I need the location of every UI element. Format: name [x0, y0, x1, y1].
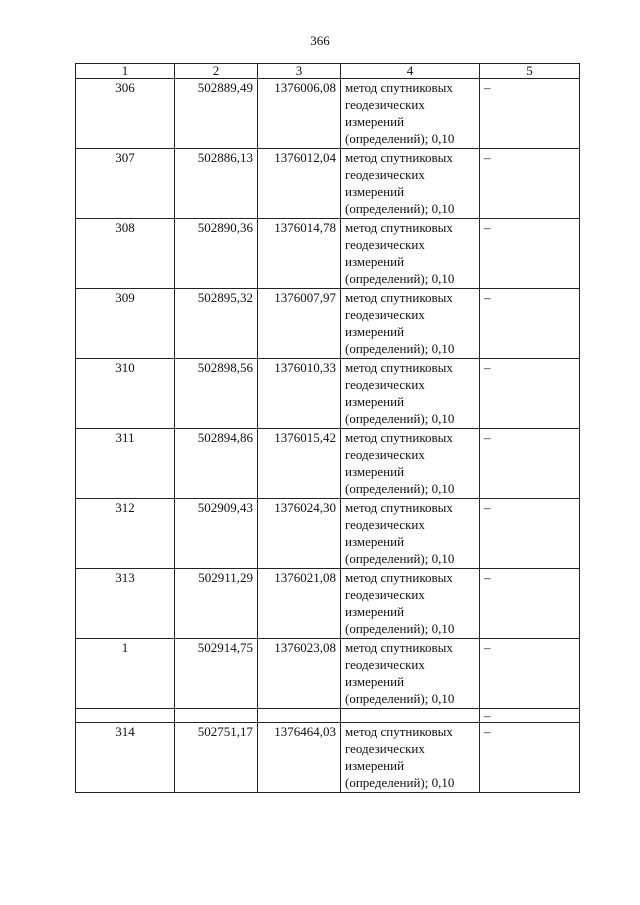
y-coordinate-cell: 1376014,78 — [258, 219, 341, 289]
point-number-cell: 314 — [76, 723, 175, 793]
method-line: геодезических — [345, 447, 425, 462]
y-coordinate-cell — [258, 709, 341, 723]
method-cell — [341, 289, 480, 359]
point-number-cell: 311 — [76, 429, 175, 499]
method-line: метод спутниковых — [345, 500, 453, 515]
point-number-cell — [76, 709, 175, 723]
method-line: геодезических — [345, 657, 425, 672]
method-line: (определений); 0,10 — [345, 481, 455, 496]
point-number-cell: 307 — [76, 149, 175, 219]
method-cell — [341, 359, 480, 429]
point-number-cell: 308 — [76, 219, 175, 289]
table-row — [76, 149, 580, 219]
method-line: метод спутниковых — [345, 570, 453, 585]
y-coordinate-cell: 1376015,42 — [258, 429, 341, 499]
method-line: измерений — [345, 324, 405, 339]
method-cell — [341, 569, 480, 639]
method-cell — [341, 639, 480, 709]
x-coordinate-cell: 502889,49 — [175, 79, 258, 149]
method-line: метод спутниковых — [345, 360, 453, 375]
table-row — [76, 569, 580, 639]
page-number: 366 — [310, 33, 330, 48]
coordinates-table — [75, 63, 580, 793]
header-cell: 3 — [258, 64, 341, 79]
method-line: геодезических — [345, 237, 425, 252]
header-cell: 5 — [480, 64, 580, 79]
method-line: метод спутниковых — [345, 640, 453, 655]
method-cell — [341, 709, 480, 723]
method-line: геодезических — [345, 741, 425, 756]
header-cell: 2 — [175, 64, 258, 79]
table-row — [76, 289, 580, 359]
x-coordinate-cell: 502898,56 — [175, 359, 258, 429]
header-cell: 1 — [76, 64, 175, 79]
y-coordinate-cell: 1376010,33 — [258, 359, 341, 429]
table-row — [76, 219, 580, 289]
point-number-cell: 312 — [76, 499, 175, 569]
y-coordinate-cell: 1376007,97 — [258, 289, 341, 359]
table-row — [76, 359, 580, 429]
note-cell: – — [480, 219, 580, 289]
method-line: (определений); 0,10 — [345, 775, 455, 790]
method-line: геодезических — [345, 167, 425, 182]
x-coordinate-cell — [175, 709, 258, 723]
method-line: измерений — [345, 114, 405, 129]
method-line: метод спутниковых — [345, 80, 453, 95]
method-line: (определений); 0,10 — [345, 271, 455, 286]
y-coordinate-cell: 1376006,08 — [258, 79, 341, 149]
note-cell: – — [480, 149, 580, 219]
x-coordinate-cell: 502911,29 — [175, 569, 258, 639]
point-number-cell: 310 — [76, 359, 175, 429]
point-number-cell: 313 — [76, 569, 175, 639]
method-line: геодезических — [345, 517, 425, 532]
method-line: измерений — [345, 674, 405, 689]
method-line: (определений); 0,10 — [345, 691, 455, 706]
x-coordinate-cell: 502914,75 — [175, 639, 258, 709]
note-cell: – — [480, 639, 580, 709]
y-coordinate-cell: 1376021,08 — [258, 569, 341, 639]
note-cell: – — [480, 569, 580, 639]
method-line: геодезических — [345, 377, 425, 392]
method-line: метод спутниковых — [345, 150, 453, 165]
method-line: измерений — [345, 254, 405, 269]
point-number-cell: 306 — [76, 79, 175, 149]
method-line: (определений); 0,10 — [345, 621, 455, 636]
method-cell — [341, 149, 480, 219]
note-cell: – — [480, 709, 580, 723]
method-line: (определений); 0,10 — [345, 341, 455, 356]
table-row — [76, 79, 580, 149]
x-coordinate-cell: 502909,43 — [175, 499, 258, 569]
x-coordinate-cell: 502894,86 — [175, 429, 258, 499]
note-cell: – — [480, 79, 580, 149]
table-row — [76, 429, 580, 499]
x-coordinate-cell: 502751,17 — [175, 723, 258, 793]
method-cell — [341, 723, 480, 793]
method-line: геодезических — [345, 307, 425, 322]
header-cell: 4 — [341, 64, 480, 79]
header-row — [76, 64, 580, 79]
note-cell: – — [480, 723, 580, 793]
method-line: измерений — [345, 604, 405, 619]
table-row — [76, 499, 580, 569]
method-line: метод спутниковых — [345, 290, 453, 305]
method-cell — [341, 219, 480, 289]
method-line: (определений); 0,10 — [345, 131, 455, 146]
method-line: метод спутниковых — [345, 724, 453, 739]
note-cell: – — [480, 499, 580, 569]
table-row — [76, 723, 580, 793]
method-line: метод спутниковых — [345, 430, 453, 445]
y-coordinate-cell: 1376024,30 — [258, 499, 341, 569]
method-cell — [341, 79, 480, 149]
separator-row — [76, 709, 580, 723]
method-line: измерений — [345, 394, 405, 409]
method-line: геодезических — [345, 97, 425, 112]
method-line: измерений — [345, 184, 405, 199]
method-line: (определений); 0,10 — [345, 201, 455, 216]
y-coordinate-cell: 1376464,03 — [258, 723, 341, 793]
table-row — [76, 639, 580, 709]
point-number-cell: 1 — [76, 639, 175, 709]
y-coordinate-cell: 1376012,04 — [258, 149, 341, 219]
note-cell: – — [480, 289, 580, 359]
x-coordinate-cell: 502890,36 — [175, 219, 258, 289]
method-line: геодезических — [345, 587, 425, 602]
method-line: (определений); 0,10 — [345, 551, 455, 566]
y-coordinate-cell: 1376023,08 — [258, 639, 341, 709]
x-coordinate-cell: 502895,32 — [175, 289, 258, 359]
method-cell — [341, 429, 480, 499]
method-line: метод спутниковых — [345, 220, 453, 235]
method-line: измерений — [345, 534, 405, 549]
note-cell: – — [480, 359, 580, 429]
method-line: (определений); 0,10 — [345, 411, 455, 426]
point-number-cell: 309 — [76, 289, 175, 359]
method-cell — [341, 499, 480, 569]
method-line: измерений — [345, 464, 405, 479]
note-cell: – — [480, 429, 580, 499]
method-line: измерений — [345, 758, 405, 773]
x-coordinate-cell: 502886,13 — [175, 149, 258, 219]
